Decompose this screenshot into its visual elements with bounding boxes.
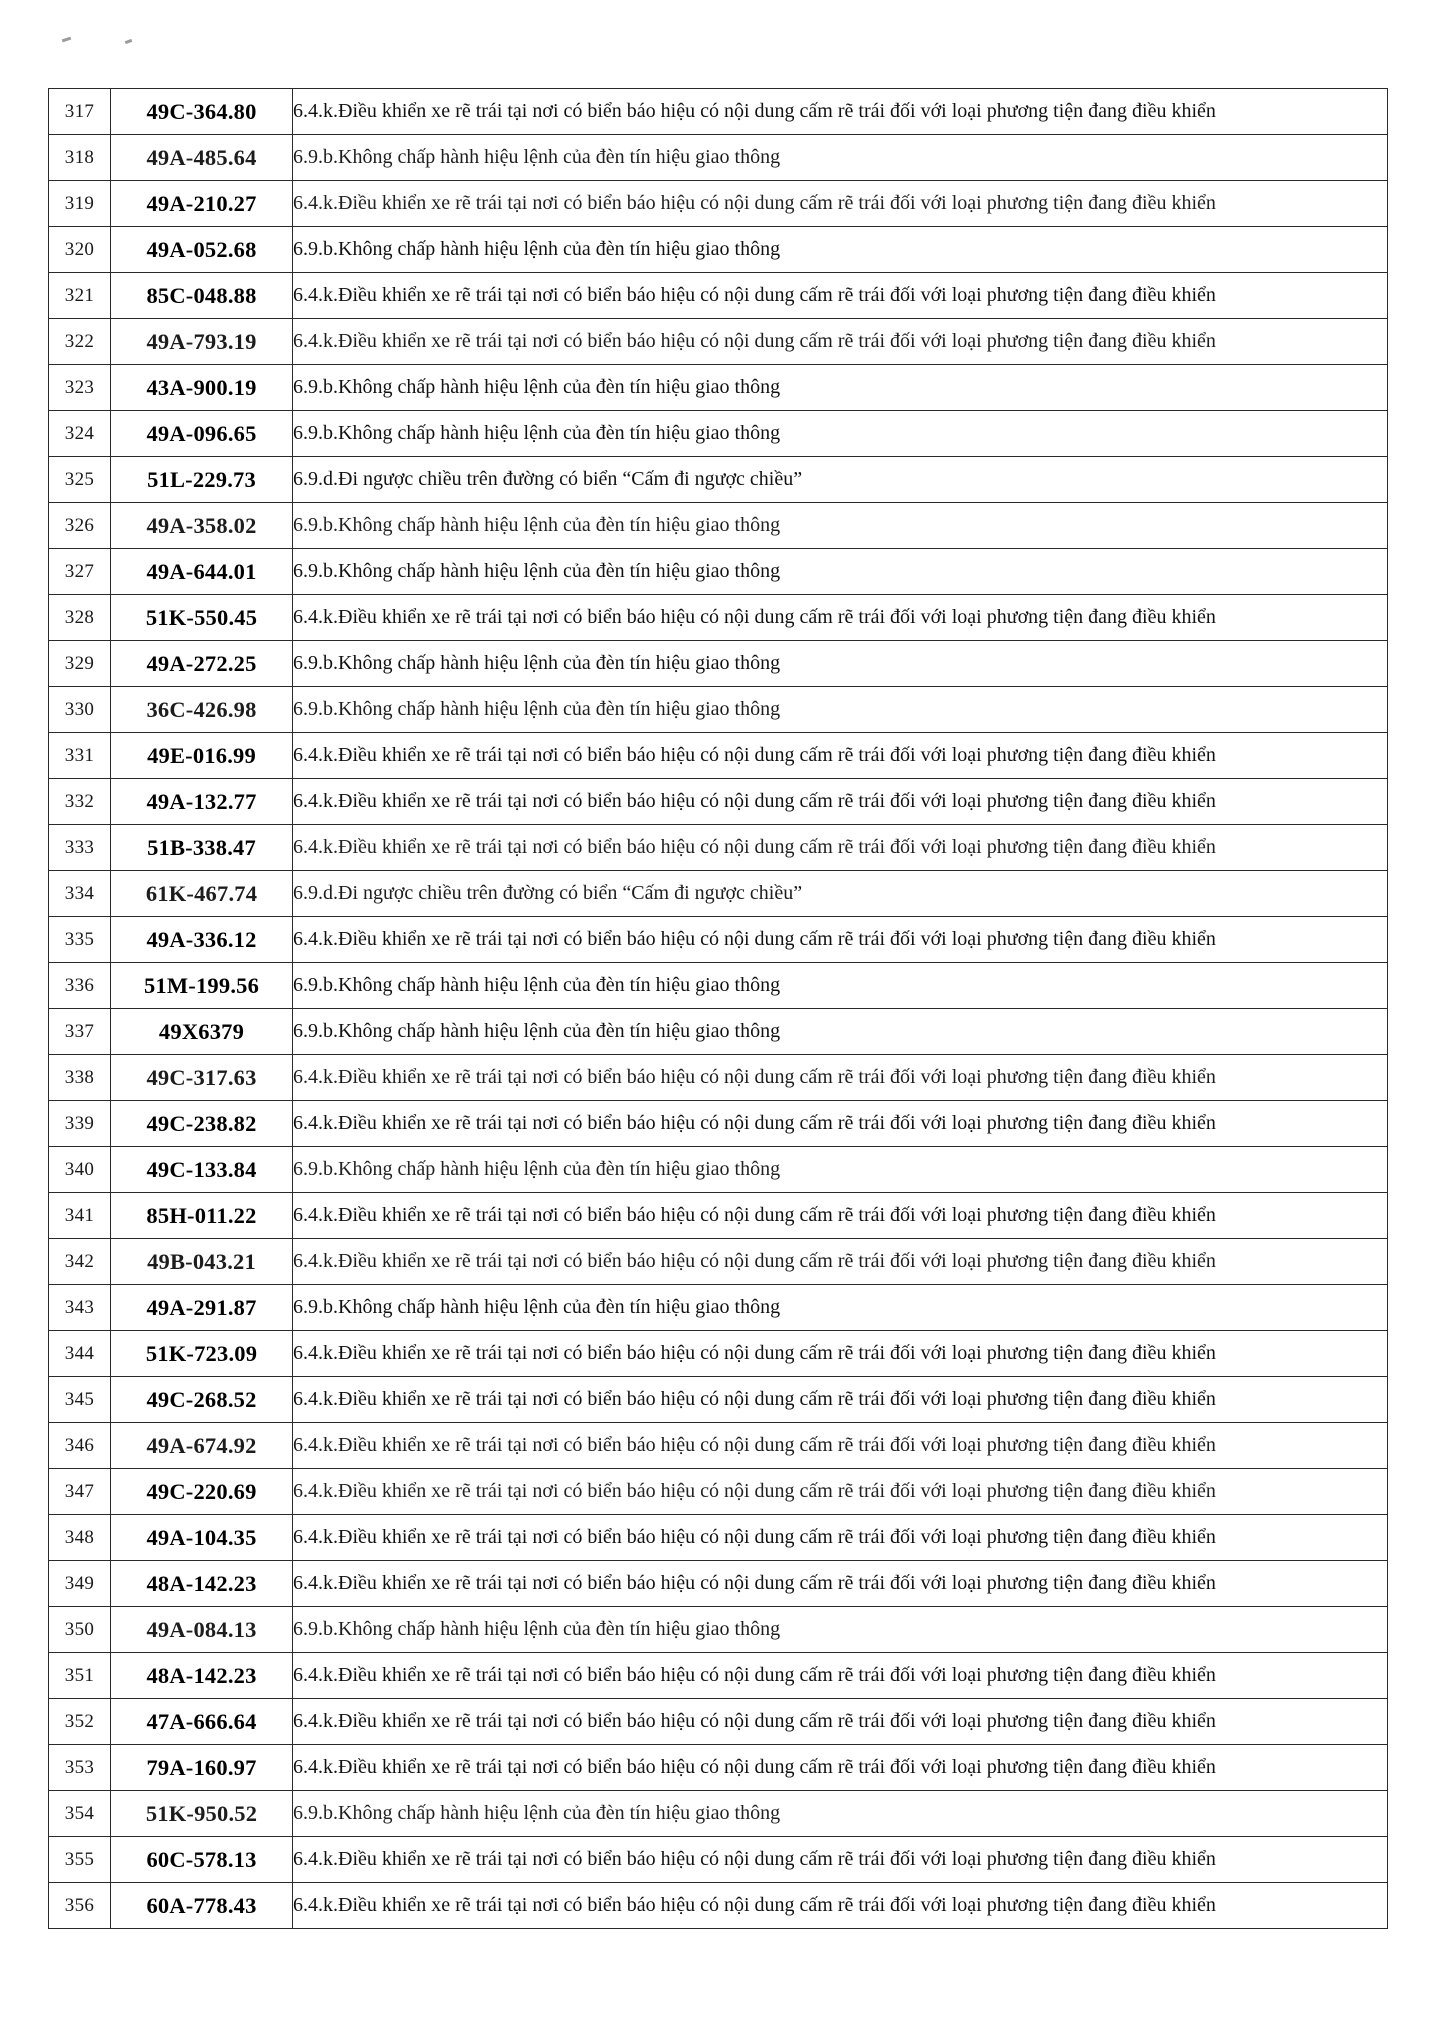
cell-license-plate: 49A-210.27 bbox=[111, 181, 293, 227]
cell-stt: 335 bbox=[49, 917, 111, 963]
cell-stt: 339 bbox=[49, 1101, 111, 1147]
cell-stt: 338 bbox=[49, 1055, 111, 1101]
cell-stt: 352 bbox=[49, 1699, 111, 1745]
cell-violation-description: 6.4.k.Điều khiển xe rẽ trái tại nơi có biển báo hiệu có nội dung cấm rẽ trái đối với loại phương tiện đang điều khiển bbox=[293, 779, 1388, 825]
cell-license-plate: 49A-793.19 bbox=[111, 319, 293, 365]
table-row bbox=[49, 779, 1388, 825]
cell-stt: 320 bbox=[49, 227, 111, 273]
cell-license-plate: 85C-048.88 bbox=[111, 273, 293, 319]
cell-violation-description: 6.4.k.Điều khiển xe rẽ trái tại nơi có biển báo hiệu có nội dung cấm rẽ trái đối với loại phương tiện đang điều khiển bbox=[293, 1653, 1388, 1699]
cell-stt: 329 bbox=[49, 641, 111, 687]
table-row bbox=[49, 1561, 1388, 1607]
cell-license-plate: 49A-084.13 bbox=[111, 1607, 293, 1653]
cell-license-plate: 49C-364.80 bbox=[111, 89, 293, 135]
cell-license-plate: 51M-199.56 bbox=[111, 963, 293, 1009]
cell-stt: 327 bbox=[49, 549, 111, 595]
cell-violation-description: 6.4.k.Điều khiển xe rẽ trái tại nơi có biển báo hiệu có nội dung cấm rẽ trái đối với loại phương tiện đang điều khiển bbox=[293, 1331, 1388, 1377]
cell-violation-description: 6.9.b.Không chấp hành hiệu lệnh của đèn tín hiệu giao thông bbox=[293, 365, 1388, 411]
violations-table-container bbox=[48, 88, 1388, 1929]
table-row bbox=[49, 1147, 1388, 1193]
table-row bbox=[49, 1239, 1388, 1285]
cell-stt: 326 bbox=[49, 503, 111, 549]
cell-violation-description: 6.4.k.Điều khiển xe rẽ trái tại nơi có biển báo hiệu có nội dung cấm rẽ trái đối với loại phương tiện đang điều khiển bbox=[293, 1055, 1388, 1101]
table-row bbox=[49, 1607, 1388, 1653]
table-row bbox=[49, 181, 1388, 227]
cell-stt: 325 bbox=[49, 457, 111, 503]
cell-license-plate: 49C-133.84 bbox=[111, 1147, 293, 1193]
table-row bbox=[49, 595, 1388, 641]
cell-violation-description: 6.4.k.Điều khiển xe rẽ trái tại nơi có biển báo hiệu có nội dung cấm rẽ trái đối với loại phương tiện đang điều khiển bbox=[293, 825, 1388, 871]
table-row bbox=[49, 1837, 1388, 1883]
cell-stt: 343 bbox=[49, 1285, 111, 1331]
cell-license-plate: 49A-052.68 bbox=[111, 227, 293, 273]
table-row bbox=[49, 963, 1388, 1009]
cell-license-plate: 51B-338.47 bbox=[111, 825, 293, 871]
cell-stt: 348 bbox=[49, 1515, 111, 1561]
cell-violation-description: 6.9.b.Không chấp hành hiệu lệnh của đèn tín hiệu giao thông bbox=[293, 1607, 1388, 1653]
cell-stt: 350 bbox=[49, 1607, 111, 1653]
cell-stt: 317 bbox=[49, 89, 111, 135]
cell-violation-description: 6.4.k.Điều khiển xe rẽ trái tại nơi có biển báo hiệu có nội dung cấm rẽ trái đối với loại phương tiện đang điều khiển bbox=[293, 1193, 1388, 1239]
cell-license-plate: 49C-220.69 bbox=[111, 1469, 293, 1515]
cell-stt: 353 bbox=[49, 1745, 111, 1791]
cell-stt: 334 bbox=[49, 871, 111, 917]
cell-violation-description: 6.4.k.Điều khiển xe rẽ trái tại nơi có biển báo hiệu có nội dung cấm rẽ trái đối với loại phương tiện đang điều khiển bbox=[293, 1883, 1388, 1929]
cell-violation-description: 6.4.k.Điều khiển xe rẽ trái tại nơi có biển báo hiệu có nội dung cấm rẽ trái đối với loại phương tiện đang điều khiển bbox=[293, 89, 1388, 135]
cell-license-plate: 49A-096.65 bbox=[111, 411, 293, 457]
table-row bbox=[49, 1699, 1388, 1745]
cell-stt: 319 bbox=[49, 181, 111, 227]
cell-stt: 347 bbox=[49, 1469, 111, 1515]
table-row bbox=[49, 411, 1388, 457]
cell-license-plate: 49A-674.92 bbox=[111, 1423, 293, 1469]
cell-stt: 330 bbox=[49, 687, 111, 733]
cell-license-plate: 49B-043.21 bbox=[111, 1239, 293, 1285]
cell-stt: 321 bbox=[49, 273, 111, 319]
cell-violation-description: 6.4.k.Điều khiển xe rẽ trái tại nơi có biển báo hiệu có nội dung cấm rẽ trái đối với loại phương tiện đang điều khiển bbox=[293, 1469, 1388, 1515]
cell-violation-description: 6.4.k.Điều khiển xe rẽ trái tại nơi có biển báo hiệu có nội dung cấm rẽ trái đối với loại phương tiện đang điều khiển bbox=[293, 1377, 1388, 1423]
cell-license-plate: 51K-950.52 bbox=[111, 1791, 293, 1837]
cell-stt: 340 bbox=[49, 1147, 111, 1193]
table-row bbox=[49, 1423, 1388, 1469]
cell-violation-description: 6.9.b.Không chấp hành hiệu lệnh của đèn tín hiệu giao thông bbox=[293, 1285, 1388, 1331]
cell-violation-description: 6.9.b.Không chấp hành hiệu lệnh của đèn tín hiệu giao thông bbox=[293, 963, 1388, 1009]
table-row bbox=[49, 1101, 1388, 1147]
table-row bbox=[49, 1653, 1388, 1699]
cell-license-plate: 49C-238.82 bbox=[111, 1101, 293, 1147]
cell-stt: 336 bbox=[49, 963, 111, 1009]
cell-violation-description: 6.4.k.Điều khiển xe rẽ trái tại nơi có biển báo hiệu có nội dung cấm rẽ trái đối với loại phương tiện đang điều khiển bbox=[293, 181, 1388, 227]
table-row bbox=[49, 1745, 1388, 1791]
violations-table-body bbox=[49, 89, 1388, 1929]
cell-license-plate: 49C-317.63 bbox=[111, 1055, 293, 1101]
cell-violation-description: 6.4.k.Điều khiển xe rẽ trái tại nơi có biển báo hiệu có nội dung cấm rẽ trái đối với loại phương tiện đang điều khiển bbox=[293, 733, 1388, 779]
cell-violation-description: 6.9.b.Không chấp hành hiệu lệnh của đèn tín hiệu giao thông bbox=[293, 227, 1388, 273]
cell-violation-description: 6.9.d.Đi ngược chiều trên đường có biển “Cấm đi ngược chiều” bbox=[293, 871, 1388, 917]
cell-stt: 323 bbox=[49, 365, 111, 411]
cell-violation-description: 6.9.b.Không chấp hành hiệu lệnh của đèn tín hiệu giao thông bbox=[293, 411, 1388, 457]
cell-violation-description: 6.9.b.Không chấp hành hiệu lệnh của đèn tín hiệu giao thông bbox=[293, 1009, 1388, 1055]
table-row bbox=[49, 457, 1388, 503]
cell-license-plate: 47A-666.64 bbox=[111, 1699, 293, 1745]
table-row bbox=[49, 1331, 1388, 1377]
cell-stt: 355 bbox=[49, 1837, 111, 1883]
cell-stt: 342 bbox=[49, 1239, 111, 1285]
cell-stt: 318 bbox=[49, 135, 111, 181]
cell-license-plate: 49A-291.87 bbox=[111, 1285, 293, 1331]
table-row bbox=[49, 319, 1388, 365]
table-row bbox=[49, 687, 1388, 733]
violations-table bbox=[48, 88, 1388, 1929]
cell-violation-description: 6.9.b.Không chấp hành hiệu lệnh của đèn tín hiệu giao thông bbox=[293, 1791, 1388, 1837]
cell-license-plate: 49A-485.64 bbox=[111, 135, 293, 181]
cell-stt: 328 bbox=[49, 595, 111, 641]
table-row bbox=[49, 135, 1388, 181]
cell-violation-description: 6.4.k.Điều khiển xe rẽ trái tại nơi có biển báo hiệu có nội dung cấm rẽ trái đối với loại phương tiện đang điều khiển bbox=[293, 1423, 1388, 1469]
cell-violation-description: 6.4.k.Điều khiển xe rẽ trái tại nơi có biển báo hiệu có nội dung cấm rẽ trái đối với loại phương tiện đang điều khiển bbox=[293, 319, 1388, 365]
cell-license-plate: 49A-132.77 bbox=[111, 779, 293, 825]
cell-stt: 331 bbox=[49, 733, 111, 779]
cell-stt: 346 bbox=[49, 1423, 111, 1469]
table-row bbox=[49, 871, 1388, 917]
cell-license-plate: 60A-778.43 bbox=[111, 1883, 293, 1929]
table-row bbox=[49, 227, 1388, 273]
cell-stt: 345 bbox=[49, 1377, 111, 1423]
scan-artifact-mark bbox=[125, 39, 133, 44]
cell-stt: 337 bbox=[49, 1009, 111, 1055]
cell-license-plate: 49A-358.02 bbox=[111, 503, 293, 549]
cell-license-plate: 48A-142.23 bbox=[111, 1561, 293, 1607]
scan-artifact-mark bbox=[62, 37, 71, 43]
cell-license-plate: 51L-229.73 bbox=[111, 457, 293, 503]
cell-stt: 349 bbox=[49, 1561, 111, 1607]
cell-license-plate: 49X6379 bbox=[111, 1009, 293, 1055]
cell-violation-description: 6.4.k.Điều khiển xe rẽ trái tại nơi có biển báo hiệu có nội dung cấm rẽ trái đối với loại phương tiện đang điều khiển bbox=[293, 1239, 1388, 1285]
cell-violation-description: 6.9.b.Không chấp hành hiệu lệnh của đèn tín hiệu giao thông bbox=[293, 1147, 1388, 1193]
table-row bbox=[49, 1377, 1388, 1423]
cell-stt: 344 bbox=[49, 1331, 111, 1377]
cell-license-plate: 79A-160.97 bbox=[111, 1745, 293, 1791]
table-row bbox=[49, 733, 1388, 779]
table-row bbox=[49, 549, 1388, 595]
cell-violation-description: 6.4.k.Điều khiển xe rẽ trái tại nơi có biển báo hiệu có nội dung cấm rẽ trái đối với loại phương tiện đang điều khiển bbox=[293, 273, 1388, 319]
table-row bbox=[49, 641, 1388, 687]
cell-violation-description: 6.9.b.Không chấp hành hiệu lệnh của đèn tín hiệu giao thông bbox=[293, 641, 1388, 687]
cell-license-plate: 49A-104.35 bbox=[111, 1515, 293, 1561]
table-row bbox=[49, 917, 1388, 963]
cell-license-plate: 49C-268.52 bbox=[111, 1377, 293, 1423]
cell-violation-description: 6.4.k.Điều khiển xe rẽ trái tại nơi có biển báo hiệu có nội dung cấm rẽ trái đối với loại phương tiện đang điều khiển bbox=[293, 917, 1388, 963]
cell-violation-description: 6.4.k.Điều khiển xe rẽ trái tại nơi có biển báo hiệu có nội dung cấm rẽ trái đối với loại phương tiện đang điều khiển bbox=[293, 595, 1388, 641]
cell-license-plate: 61K-467.74 bbox=[111, 871, 293, 917]
table-row bbox=[49, 1469, 1388, 1515]
cell-violation-description: 6.4.k.Điều khiển xe rẽ trái tại nơi có biển báo hiệu có nội dung cấm rẽ trái đối với loại phương tiện đang điều khiển bbox=[293, 1699, 1388, 1745]
cell-violation-description: 6.4.k.Điều khiển xe rẽ trái tại nơi có biển báo hiệu có nội dung cấm rẽ trái đối với loại phương tiện đang điều khiển bbox=[293, 1561, 1388, 1607]
cell-license-plate: 48A-142.23 bbox=[111, 1653, 293, 1699]
cell-violation-description: 6.4.k.Điều khiển xe rẽ trái tại nơi có biển báo hiệu có nội dung cấm rẽ trái đối với loại phương tiện đang điều khiển bbox=[293, 1101, 1388, 1147]
cell-violation-description: 6.9.b.Không chấp hành hiệu lệnh của đèn tín hiệu giao thông bbox=[293, 549, 1388, 595]
cell-stt: 324 bbox=[49, 411, 111, 457]
table-row bbox=[49, 503, 1388, 549]
table-row bbox=[49, 1285, 1388, 1331]
table-row bbox=[49, 825, 1388, 871]
cell-violation-description: 6.4.k.Điều khiển xe rẽ trái tại nơi có biển báo hiệu có nội dung cấm rẽ trái đối với loại phương tiện đang điều khiển bbox=[293, 1837, 1388, 1883]
cell-stt: 341 bbox=[49, 1193, 111, 1239]
cell-license-plate: 51K-723.09 bbox=[111, 1331, 293, 1377]
table-row bbox=[49, 1193, 1388, 1239]
cell-violation-description: 6.9.b.Không chấp hành hiệu lệnh của đèn tín hiệu giao thông bbox=[293, 687, 1388, 733]
table-row bbox=[49, 1009, 1388, 1055]
cell-license-plate: 36C-426.98 bbox=[111, 687, 293, 733]
cell-violation-description: 6.9.b.Không chấp hành hiệu lệnh của đèn tín hiệu giao thông bbox=[293, 503, 1388, 549]
cell-violation-description: 6.9.b.Không chấp hành hiệu lệnh của đèn tín hiệu giao thông bbox=[293, 135, 1388, 181]
cell-stt: 354 bbox=[49, 1791, 111, 1837]
cell-license-plate: 85H-011.22 bbox=[111, 1193, 293, 1239]
cell-stt: 333 bbox=[49, 825, 111, 871]
table-row bbox=[49, 1883, 1388, 1929]
cell-license-plate: 49A-336.12 bbox=[111, 917, 293, 963]
cell-violation-description: 6.4.k.Điều khiển xe rẽ trái tại nơi có biển báo hiệu có nội dung cấm rẽ trái đối với loại phương tiện đang điều khiển bbox=[293, 1515, 1388, 1561]
cell-license-plate: 49A-272.25 bbox=[111, 641, 293, 687]
cell-stt: 356 bbox=[49, 1883, 111, 1929]
cell-stt: 351 bbox=[49, 1653, 111, 1699]
cell-violation-description: 6.4.k.Điều khiển xe rẽ trái tại nơi có biển báo hiệu có nội dung cấm rẽ trái đối với loại phương tiện đang điều khiển bbox=[293, 1745, 1388, 1791]
cell-stt: 332 bbox=[49, 779, 111, 825]
table-row bbox=[49, 1055, 1388, 1101]
cell-license-plate: 49E-016.99 bbox=[111, 733, 293, 779]
cell-license-plate: 43A-900.19 bbox=[111, 365, 293, 411]
table-row bbox=[49, 1515, 1388, 1561]
cell-stt: 322 bbox=[49, 319, 111, 365]
cell-license-plate: 49A-644.01 bbox=[111, 549, 293, 595]
cell-license-plate: 51K-550.45 bbox=[111, 595, 293, 641]
table-row bbox=[49, 365, 1388, 411]
table-row bbox=[49, 273, 1388, 319]
table-row bbox=[49, 89, 1388, 135]
cell-violation-description: 6.9.d.Đi ngược chiều trên đường có biển “Cấm đi ngược chiều” bbox=[293, 457, 1388, 503]
cell-license-plate: 60C-578.13 bbox=[111, 1837, 293, 1883]
table-row bbox=[49, 1791, 1388, 1837]
